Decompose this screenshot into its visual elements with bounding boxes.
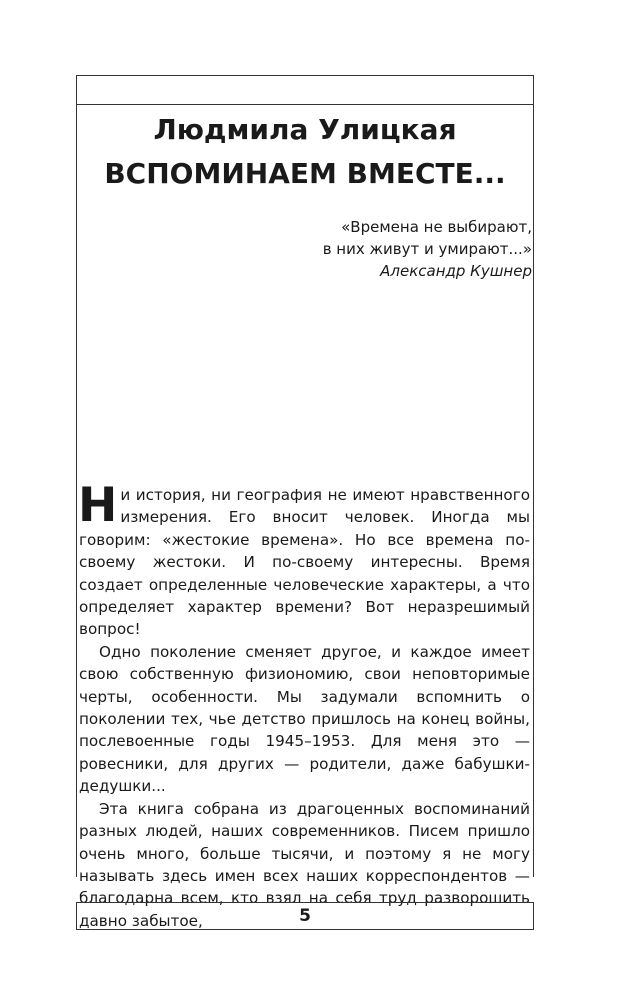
body-text bbox=[78, 478, 530, 932]
author-name: Людмила Улицкая bbox=[153, 113, 457, 146]
paragraph bbox=[78, 478, 530, 641]
left-frame-line bbox=[76, 105, 77, 877]
book-title: ВСПОМИНАЕМ ВМЕСТЕ... bbox=[104, 157, 506, 190]
epigraph-line: «Времена не выбирают, bbox=[341, 218, 532, 236]
footer-frame bbox=[76, 902, 534, 930]
paragraph: Одно поколение сменяет другое, и каждое имеет свою собственную физиономию, свои неповторимые черты, особенности. Мы задумали вспомнить о поколении тех, чье детство пришлось на конец войны, послевоенные годы 1945–1953. Для меня это — ровесники, для других — родители, даже бабушки-дедушки... bbox=[79, 642, 530, 796]
epigraph bbox=[323, 216, 532, 282]
paragraph-text: и история, ни география не имеют нравственного измерения. Его вносит человек. Иногда мы говорим: «жестокие времена». Но все времена по-своему жестоки. И по-своему интересны. Время создает определенные человеческие характеры, а что определяет характер времени? Вот неразрешимый вопрос! bbox=[79, 486, 530, 639]
right-frame-line bbox=[533, 105, 534, 877]
epigraph-line: в них живут и умирают...» bbox=[322, 240, 532, 258]
page-number: 5 bbox=[299, 905, 311, 926]
drop-cap: Н bbox=[78, 478, 118, 533]
paragraph: Эта книга собрана из драгоценных воспоминаний разных людей, наших современников. Писем пришло очень много, больше тысячи, и поэтому я не могу называть здесь имен всех наших корреспондентов — благодарна всем, кто взял на себя труд разворошить давно забытое, bbox=[79, 799, 530, 930]
header-frame bbox=[76, 75, 534, 105]
epigraph-attribution: Александр Кушнер bbox=[380, 262, 532, 280]
